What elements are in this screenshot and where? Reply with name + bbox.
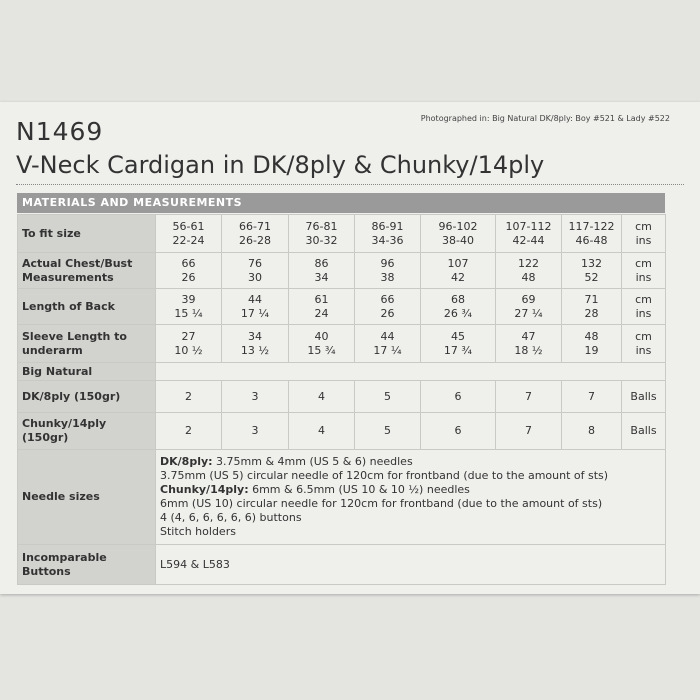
balls-cell: 8	[562, 413, 622, 450]
row-label: Sleeve Length to underarm	[18, 325, 156, 363]
row-label: Actual Chest/Bust Measurements	[18, 253, 156, 289]
size-cell: 45 17 ¾	[421, 325, 496, 363]
unit-cell: Balls	[622, 413, 666, 450]
row-yarn-heading	[18, 363, 666, 381]
size-cell: 47 18 ½	[496, 325, 562, 363]
buttons-count: 4 (4, 6, 6, 6, 6, 6) buttons	[160, 511, 302, 524]
size-cell: 68 26 ¾	[421, 289, 496, 325]
size-cell: 34 13 ½	[222, 325, 289, 363]
size-cell: 66 26	[355, 289, 421, 325]
unit-cell: cm ins	[622, 325, 666, 363]
size-cell: 86 34	[289, 253, 355, 289]
balls-cell: 7	[496, 381, 562, 413]
size-cell: 44 17 ¼	[355, 325, 421, 363]
balls-cell: 4	[289, 413, 355, 450]
size-cell: 132 52	[562, 253, 622, 289]
unit-cell: cm ins	[622, 215, 666, 253]
balls-cell: 4	[289, 381, 355, 413]
pattern-code: N1469	[16, 117, 104, 146]
needle-chunky-circular: 6mm (US 10) circular needle for 120cm for frontband (due to the amount of sts)	[160, 497, 603, 510]
unit-cell: Balls	[622, 381, 666, 413]
size-cell: 96-102 38-40	[421, 215, 496, 253]
row-label: Incomparable Buttons	[18, 545, 156, 585]
row-sleeve-length	[18, 325, 666, 363]
size-cell: 66 26	[156, 253, 222, 289]
stitch-holders: Stitch holders	[160, 525, 236, 538]
balls-cell: 6	[421, 381, 496, 413]
row-label: Big Natural	[18, 363, 156, 381]
row-label: Chunky/14ply (150gr)	[18, 413, 156, 450]
size-cell: 27 10 ½	[156, 325, 222, 363]
row-label: Length of Back	[18, 289, 156, 325]
row-back-length	[18, 289, 666, 325]
size-cell: 61 24	[289, 289, 355, 325]
size-cell: 76-81 30-32	[289, 215, 355, 253]
buttons-code: L594 & L583	[156, 545, 666, 585]
size-cell: 71 28	[562, 289, 622, 325]
row-label: To fit size	[18, 215, 156, 253]
balls-cell: 3	[222, 381, 289, 413]
size-cell: 107-112 42-44	[496, 215, 562, 253]
unit-cell: cm ins	[622, 289, 666, 325]
row-label: DK/8ply (150gr)	[18, 381, 156, 413]
balls-cell: 2	[156, 413, 222, 450]
balls-cell: 7	[562, 381, 622, 413]
size-cell: 40 15 ¾	[289, 325, 355, 363]
empty-cell	[156, 363, 666, 381]
size-cell: 107 42	[421, 253, 496, 289]
size-cell: 122 48	[496, 253, 562, 289]
row-dk-balls	[18, 381, 666, 413]
size-cell: 69 27 ¼	[496, 289, 562, 325]
size-cell: 66-71 26-28	[222, 215, 289, 253]
balls-cell: 6	[421, 413, 496, 450]
row-label: Needle sizes	[18, 450, 156, 545]
size-cell: 96 38	[355, 253, 421, 289]
size-cell: 117-122 46-48	[562, 215, 622, 253]
unit-cell: cm ins	[622, 253, 666, 289]
size-cell: 39 15 ¼	[156, 289, 222, 325]
row-chunky-balls	[18, 413, 666, 450]
balls-cell: 2	[156, 381, 222, 413]
size-cell: 56-61 22-24	[156, 215, 222, 253]
row-buttons	[18, 545, 666, 585]
row-chest	[18, 253, 666, 289]
pattern-title: V-Neck Cardigan in DK/8ply & Chunky/14ply	[16, 151, 545, 179]
needle-details	[156, 450, 666, 545]
photographed-note: Photographed in: Big Natural DK/8ply: Boy #521 & Lady #522	[420, 114, 670, 123]
needle-dk-line: DK/8ply: 3.75mm & 4mm (US 5 & 6) needles	[160, 455, 413, 468]
size-cell: 48 19	[562, 325, 622, 363]
section-header: MATERIALS AND MEASUREMENTS	[17, 193, 665, 213]
size-cell: 44 17 ¼	[222, 289, 289, 325]
size-cell: 76 30	[222, 253, 289, 289]
dotted-divider	[16, 184, 684, 185]
balls-cell: 5	[355, 413, 421, 450]
balls-cell: 3	[222, 413, 289, 450]
needle-dk-circular: 3.75mm (US 5) circular needle of 120cm for frontband (due to the amount of sts)	[160, 469, 609, 482]
row-fit-size	[18, 215, 666, 253]
row-needle-sizes	[18, 450, 666, 545]
needle-chunky-line: Chunky/14ply: 6mm & 6.5mm (US 10 & 10 ½) needles	[160, 483, 470, 496]
measurements-table	[17, 214, 666, 585]
size-cell: 86-91 34-36	[355, 215, 421, 253]
balls-cell: 7	[496, 413, 562, 450]
balls-cell: 5	[355, 381, 421, 413]
